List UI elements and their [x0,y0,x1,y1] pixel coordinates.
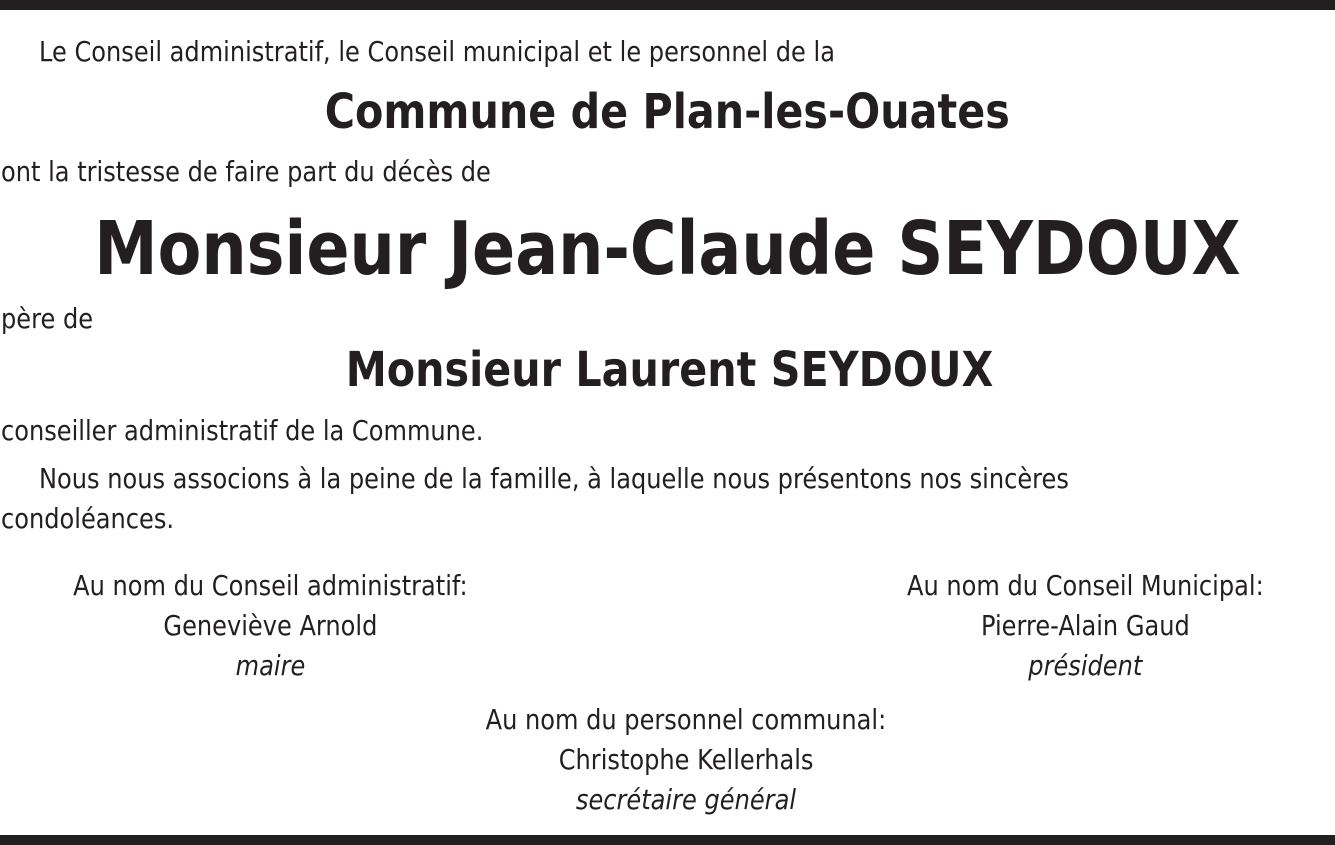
signature-name: Geneviève Arnold [163,609,377,642]
signature-personnel-communal [436,700,936,820]
relative-role-text: conseiller administratif de la Commune. [1,414,484,447]
deceased-name-text: Monsieur Jean-Claude SEYDOUX [94,206,1241,292]
announce-text: ont la tristesse de faire part du décès de [1,155,491,188]
top-rule [0,0,1335,10]
signature-on-behalf: Au nom du Conseil Municipal: [906,569,1264,602]
relation-text: père de [1,302,94,335]
commune-heading [0,84,1335,140]
signature-name: Pierre-Alain Gaud [980,609,1190,642]
signature-conseil-municipal [835,566,1335,686]
signature-on-behalf: Au nom du Conseil administratif: [72,569,468,602]
condolences-line-2: condoléances. [1,502,175,535]
condolences-line-1: Nous nous associons à la peine de la famille, à laquelle nous présentons nos sincères [39,462,1069,495]
signature-role: maire [235,649,305,682]
signature-role: secrétaire général [575,783,797,816]
bottom-rule [0,835,1335,845]
signature-name: Christophe Kellerhals [558,743,814,776]
deceased-name [0,206,1335,292]
relative-name-text: Monsieur Laurent SEYDOUX [345,342,994,398]
commune-heading-text: Commune de Plan-les-Ouates [324,84,1011,140]
intro-text: Le Conseil administratif, le Conseil municipal et le personnel de la [39,35,835,68]
relative-name [0,342,1335,398]
signature-on-behalf: Au nom du personnel communal: [485,703,887,736]
signature-conseil-administratif [20,566,520,686]
signature-role: président [1027,649,1143,682]
